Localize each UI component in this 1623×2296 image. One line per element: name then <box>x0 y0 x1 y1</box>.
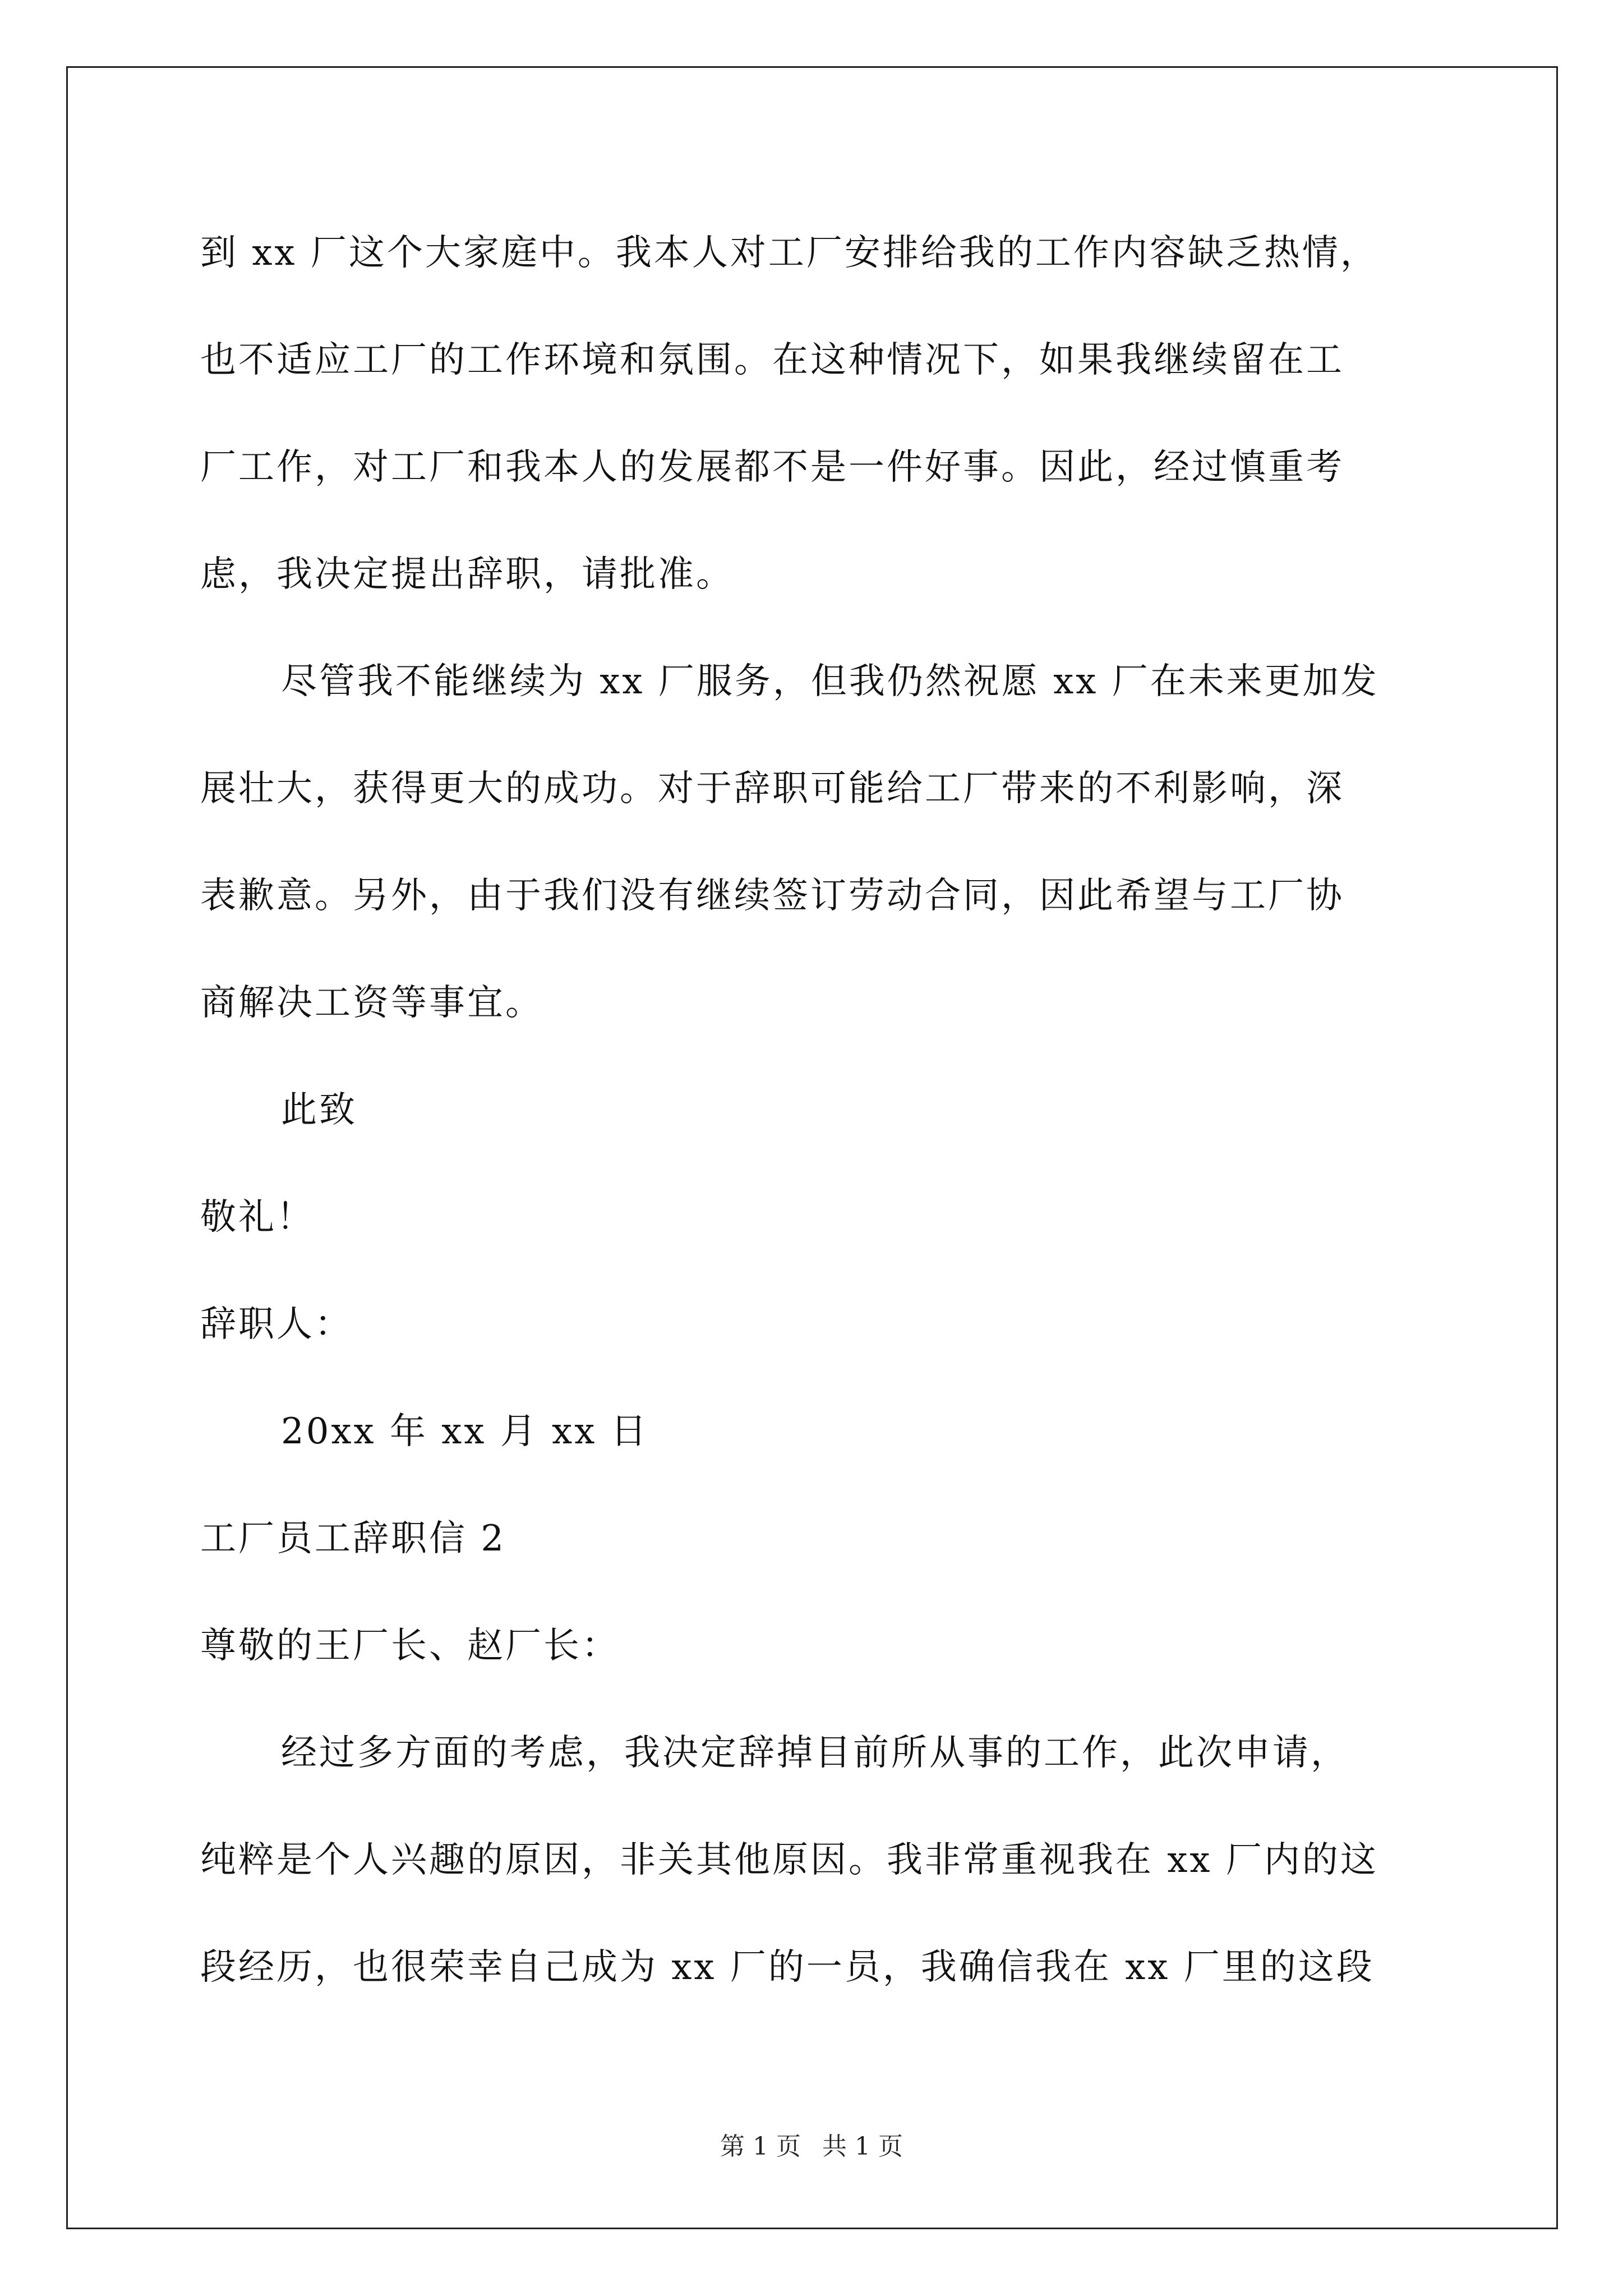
text-line: 展壮大，获得更大的成功。对于辞职可能给工厂带来的不利影响，深 <box>200 768 1344 809</box>
page-number: 第 1 页 <box>720 2132 801 2161</box>
text-line: 纯粹是个人兴趣的原因，非关其他原因。我非常重视我在 xx 厂内的这 <box>200 1839 1378 1881</box>
text-line: 到 xx 厂这个大家庭中。我本人对工厂安排给我的工作内容缺乏热情， <box>200 232 1378 274</box>
text-line: 厂工作，对工厂和我本人的发展都不是一件好事。因此，经过慎重考 <box>200 447 1344 488</box>
text-line: 经过多方面的考虑，我决定辞掉目前所从事的工作，此次申请， <box>281 1732 1349 1774</box>
page-total: 共 1 页 <box>822 2132 903 2161</box>
text-line: 虑，我决定提出辞职，请批准。 <box>200 554 734 595</box>
closing-line: 此致 <box>281 1089 357 1131</box>
date-line: 20xx 年 xx 月 xx 日 <box>281 1411 649 1452</box>
page-footer <box>0 2126 1623 2162</box>
text-line: 表歉意。另外，由于我们没有继续签订劳动合同，因此希望与工厂协 <box>200 875 1344 917</box>
text-line: 尽管我不能继续为 xx 厂服务，但我仍然祝愿 xx 厂在未来更加发 <box>281 661 1379 702</box>
document-body <box>200 200 1428 2021</box>
text-line: 也不适应工厂的工作环境和氛围。在这种情况下，如果我继续留在工 <box>200 339 1344 381</box>
salutation-line: 敬礼！ <box>200 1197 315 1238</box>
signature-line: 辞职人： <box>200 1304 353 1345</box>
greeting-line: 尊敬的王厂长、赵厂长： <box>200 1625 620 1667</box>
section-title: 工厂员工辞职信 2 <box>200 1518 506 1559</box>
text-line: 段经历，也很荣幸自己成为 xx 厂的一员，我确信我在 xx 厂里的这段 <box>200 1947 1375 1988</box>
text-line: 商解决工资等事宜。 <box>200 982 543 1024</box>
